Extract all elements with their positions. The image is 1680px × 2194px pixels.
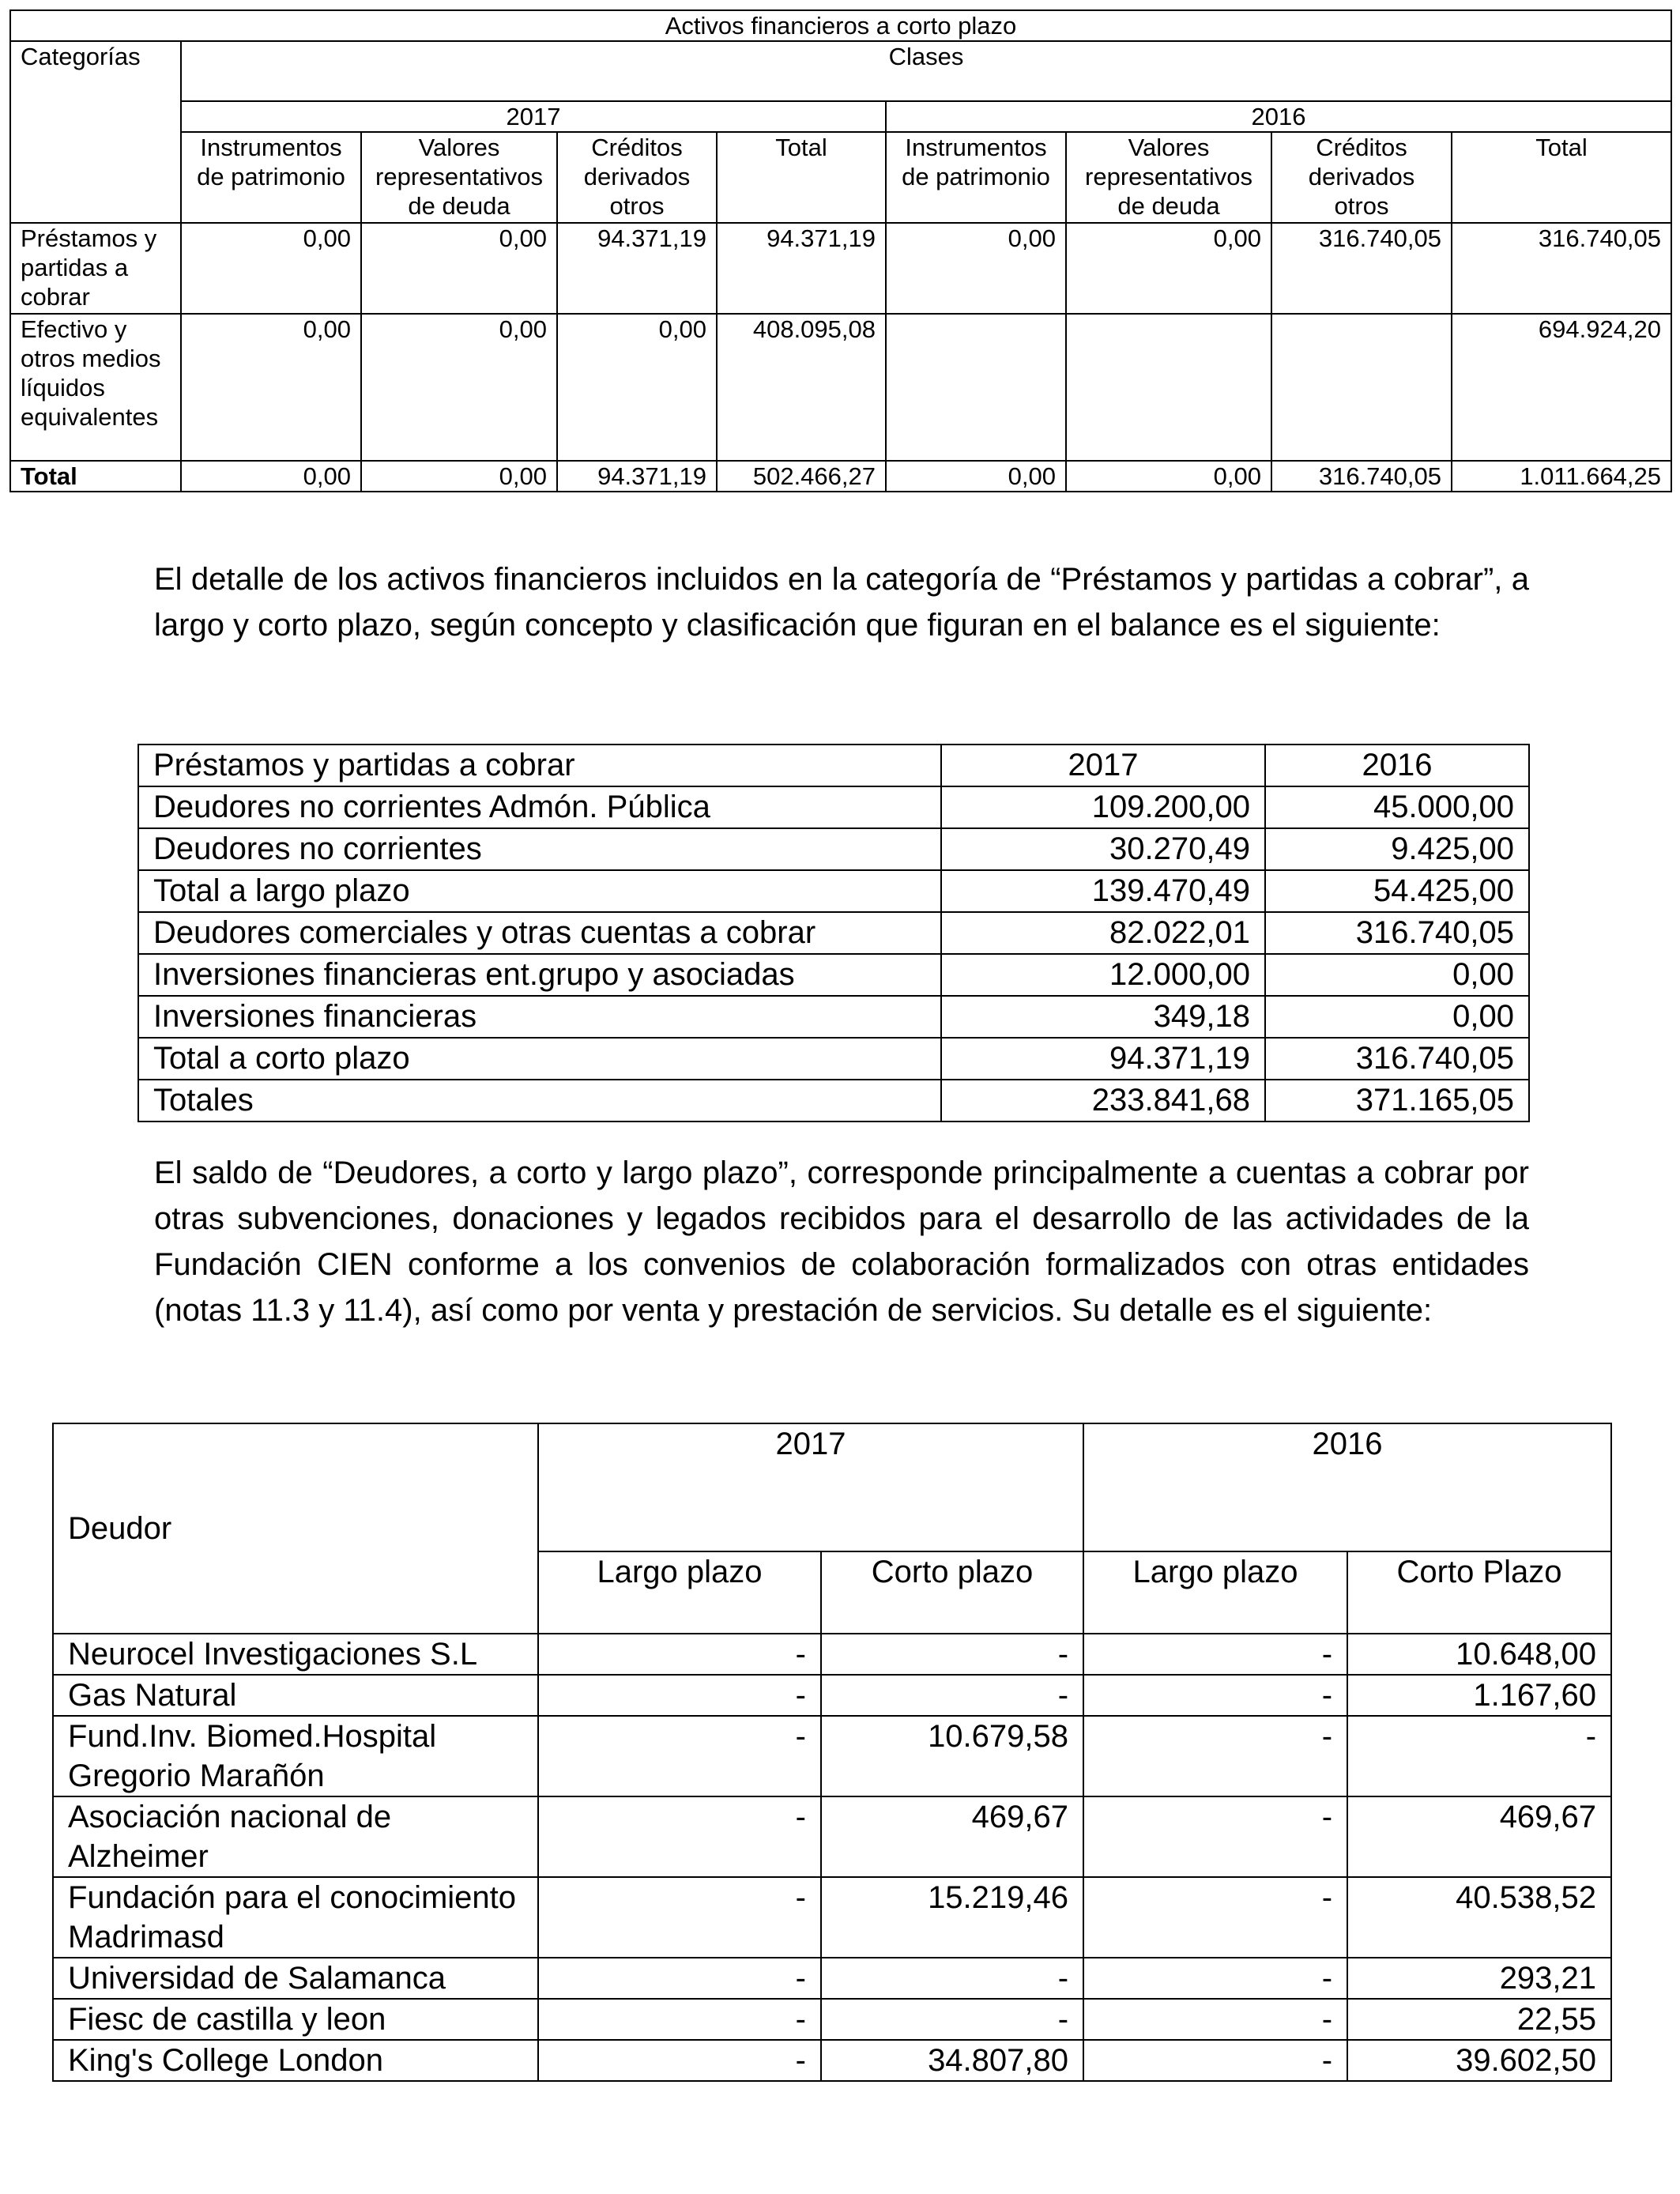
cell-value: 1.167,60 [1347, 1675, 1611, 1716]
cell-value: 293,21 [1347, 1958, 1611, 1999]
short-term-financial-assets-table [9, 9, 1672, 492]
cell-value: 694.924,20 [1452, 314, 1671, 461]
table-row [53, 1675, 1611, 1716]
year-2017-header: 2017 [181, 101, 886, 132]
cell-value: 469,67 [1347, 1796, 1611, 1877]
debtor-name: Asociación nacional de Alzheimer [53, 1796, 538, 1877]
row-label: Préstamos y partidas a cobrar [10, 223, 181, 314]
cell-value: 0,00 [1066, 223, 1271, 314]
sub-header: Total [717, 132, 886, 223]
sub-header: Total [1452, 132, 1671, 223]
cell-value: 40.538,52 [1347, 1877, 1611, 1958]
table-row [138, 1080, 1529, 1122]
cell-value: 0,00 [181, 223, 361, 314]
cell-value [1066, 314, 1271, 461]
cell-value: 30.270,49 [941, 828, 1265, 870]
debtor-name: Fund.Inv. Biomed.Hospital Gregorio Marañón [53, 1716, 538, 1796]
cell-value: - [538, 1716, 821, 1796]
cell-value: - [538, 1958, 821, 1999]
table1-title: Activos financieros a corto plazo [10, 10, 1671, 41]
sub-header: Créditos derivados otros [557, 132, 717, 223]
table2-header-label: Préstamos y partidas a cobrar [138, 745, 941, 786]
cell-value: 0,00 [181, 461, 361, 492]
cell-value: - [538, 1796, 821, 1877]
debtor-name: Universidad de Salamanca [53, 1958, 538, 1999]
cell-value: 94.371,19 [557, 223, 717, 314]
cell-value: - [821, 1675, 1083, 1716]
cell-value [1271, 314, 1452, 461]
row-label: Total a corto plazo [138, 1038, 941, 1080]
debtor-name: Fiesc de castilla y leon [53, 1999, 538, 2040]
cell-value: - [821, 1634, 1083, 1675]
cell-value: - [821, 1958, 1083, 1999]
cell-value: 94.371,19 [717, 223, 886, 314]
row-label: Total a largo plazo [138, 870, 941, 912]
sub-header: Instrumentos de patrimonio [181, 132, 361, 223]
cell-value: 15.219,46 [821, 1877, 1083, 1958]
table-row [53, 2040, 1611, 2081]
table-row [138, 996, 1529, 1038]
cell-value: - [1083, 1716, 1347, 1796]
cell-value: 316.740,05 [1452, 223, 1671, 314]
cell-value: 1.011.664,25 [1452, 461, 1671, 492]
table2-header-2016: 2016 [1265, 745, 1529, 786]
table-row [138, 954, 1529, 996]
cell-value: 469,67 [821, 1796, 1083, 1877]
sub-header: Valores representativos de deuda [361, 132, 557, 223]
debtor-name: Neurocel Investigaciones S.L [53, 1634, 538, 1675]
cell-value: 0,00 [1265, 996, 1529, 1038]
row-label: Efectivo y otros medios líquidos equivalentes [10, 314, 181, 461]
sub-header: Largo plazo [538, 1551, 821, 1634]
debtor-name: Fundación para el conocimiento Madrimasd [53, 1877, 538, 1958]
table-row [138, 1038, 1529, 1080]
table-row [138, 912, 1529, 954]
cell-value: 316.740,05 [1271, 223, 1452, 314]
row-label: Totales [138, 1080, 941, 1122]
table-row-total [10, 461, 1671, 492]
table-row [10, 223, 1671, 314]
cell-value: 349,18 [941, 996, 1265, 1038]
row-label: Deudores no corrientes [138, 828, 941, 870]
cell-value: 502.466,27 [717, 461, 886, 492]
cell-value: - [538, 2040, 821, 2081]
cell-value: 0,00 [557, 314, 717, 461]
cell-value: - [1083, 1958, 1347, 1999]
year-2016-header: 2016 [886, 101, 1671, 132]
cell-value: 0,00 [1265, 954, 1529, 996]
debtor-name: Gas Natural [53, 1675, 538, 1716]
cell-value: - [1083, 1675, 1347, 1716]
row-label: Total [10, 461, 181, 492]
table-row [138, 870, 1529, 912]
cell-value [886, 314, 1066, 461]
sub-header: Instrumentos de patrimonio [886, 132, 1066, 223]
cell-value: - [1347, 1716, 1611, 1796]
table-row [53, 1796, 1611, 1877]
cell-value: 109.200,00 [941, 786, 1265, 828]
cell-value: 408.095,08 [717, 314, 886, 461]
table2-header-2017: 2017 [941, 745, 1265, 786]
cell-value: - [538, 1877, 821, 1958]
row-label: Deudores no corrientes Admón. Pública [138, 786, 941, 828]
cell-value: 0,00 [181, 314, 361, 461]
cell-value: 0,00 [361, 461, 557, 492]
cell-value: - [1083, 2040, 1347, 2081]
cell-value: - [1083, 1999, 1347, 2040]
cell-value: 9.425,00 [1265, 828, 1529, 870]
sub-header: Corto plazo [821, 1551, 1083, 1634]
cell-value: 45.000,00 [1265, 786, 1529, 828]
table-row [138, 786, 1529, 828]
debtor-name: King's College London [53, 2040, 538, 2081]
table-row [53, 1999, 1611, 2040]
deudor-header: Deudor [53, 1423, 538, 1634]
table-row [53, 1634, 1611, 1675]
cell-value: 82.022,01 [941, 912, 1265, 954]
cell-value: 10.648,00 [1347, 1634, 1611, 1675]
cell-value: - [538, 1675, 821, 1716]
cell-value: 12.000,00 [941, 954, 1265, 996]
table-row [53, 1958, 1611, 1999]
cell-value: 39.602,50 [1347, 2040, 1611, 2081]
cell-value: 0,00 [1066, 461, 1271, 492]
cell-value: 371.165,05 [1265, 1080, 1529, 1122]
cell-value: 54.425,00 [1265, 870, 1529, 912]
paragraph-loans-detail: El detalle de los activos financieros incluidos en la categoría de “Préstamos y partidas a cobrar”, a largo y corto plazo, según concepto y clasificación que figuran en el balance es el siguiente: [154, 562, 1529, 643]
cell-value: 34.807,80 [821, 2040, 1083, 2081]
cell-value: 0,00 [361, 223, 557, 314]
cell-value: - [1083, 1877, 1347, 1958]
cell-value: 0,00 [886, 223, 1066, 314]
paragraph-debtors-detail: El saldo de “Deudores, a corto y largo plazo”, corresponde principalmente a cuentas a cobrar por otras subvenciones, donaciones y legados recibidos para el desarrollo de las actividades de la Fundación CIEN conforme a los convenios de colaboración formalizados con otras entidades (notas 11.3 y 11.4), así como por venta y prestación de servicios. Su detalle es el siguiente: [154, 1155, 1529, 1328]
cell-value: - [1083, 1796, 1347, 1877]
table-row [138, 828, 1529, 870]
row-label: Inversiones financieras [138, 996, 941, 1038]
sub-header: Corto Plazo [1347, 1551, 1611, 1634]
categorias-header: Categorías [10, 41, 181, 223]
row-label: Deudores comerciales y otras cuentas a cobrar [138, 912, 941, 954]
table-row [53, 1877, 1611, 1958]
cell-value: - [1083, 1634, 1347, 1675]
table-row [53, 1716, 1611, 1796]
loans-receivables-table [137, 744, 1530, 1122]
sub-header: Valores representativos de deuda [1066, 132, 1271, 223]
year-2016-header: 2016 [1083, 1423, 1611, 1551]
cell-value: 10.679,58 [821, 1716, 1083, 1796]
cell-value: - [538, 1634, 821, 1675]
cell-value: 316.740,05 [1271, 461, 1452, 492]
cell-value: 0,00 [361, 314, 557, 461]
cell-value: - [538, 1999, 821, 2040]
table-row [10, 314, 1671, 461]
cell-value: 139.470,49 [941, 870, 1265, 912]
cell-value: 22,55 [1347, 1999, 1611, 2040]
cell-value: 94.371,19 [941, 1038, 1265, 1080]
year-2017-header: 2017 [538, 1423, 1083, 1551]
cell-value: 94.371,19 [557, 461, 717, 492]
cell-value: 316.740,05 [1265, 1038, 1529, 1080]
cell-value: 316.740,05 [1265, 912, 1529, 954]
sub-header: Largo plazo [1083, 1551, 1347, 1634]
debtors-table [52, 1423, 1612, 2082]
clases-header: Clases [181, 41, 1671, 101]
sub-header: Créditos derivados otros [1271, 132, 1452, 223]
row-label: Inversiones financieras ent.grupo y asociadas [138, 954, 941, 996]
cell-value: 0,00 [886, 461, 1066, 492]
cell-value: 233.841,68 [941, 1080, 1265, 1122]
cell-value: - [821, 1999, 1083, 2040]
